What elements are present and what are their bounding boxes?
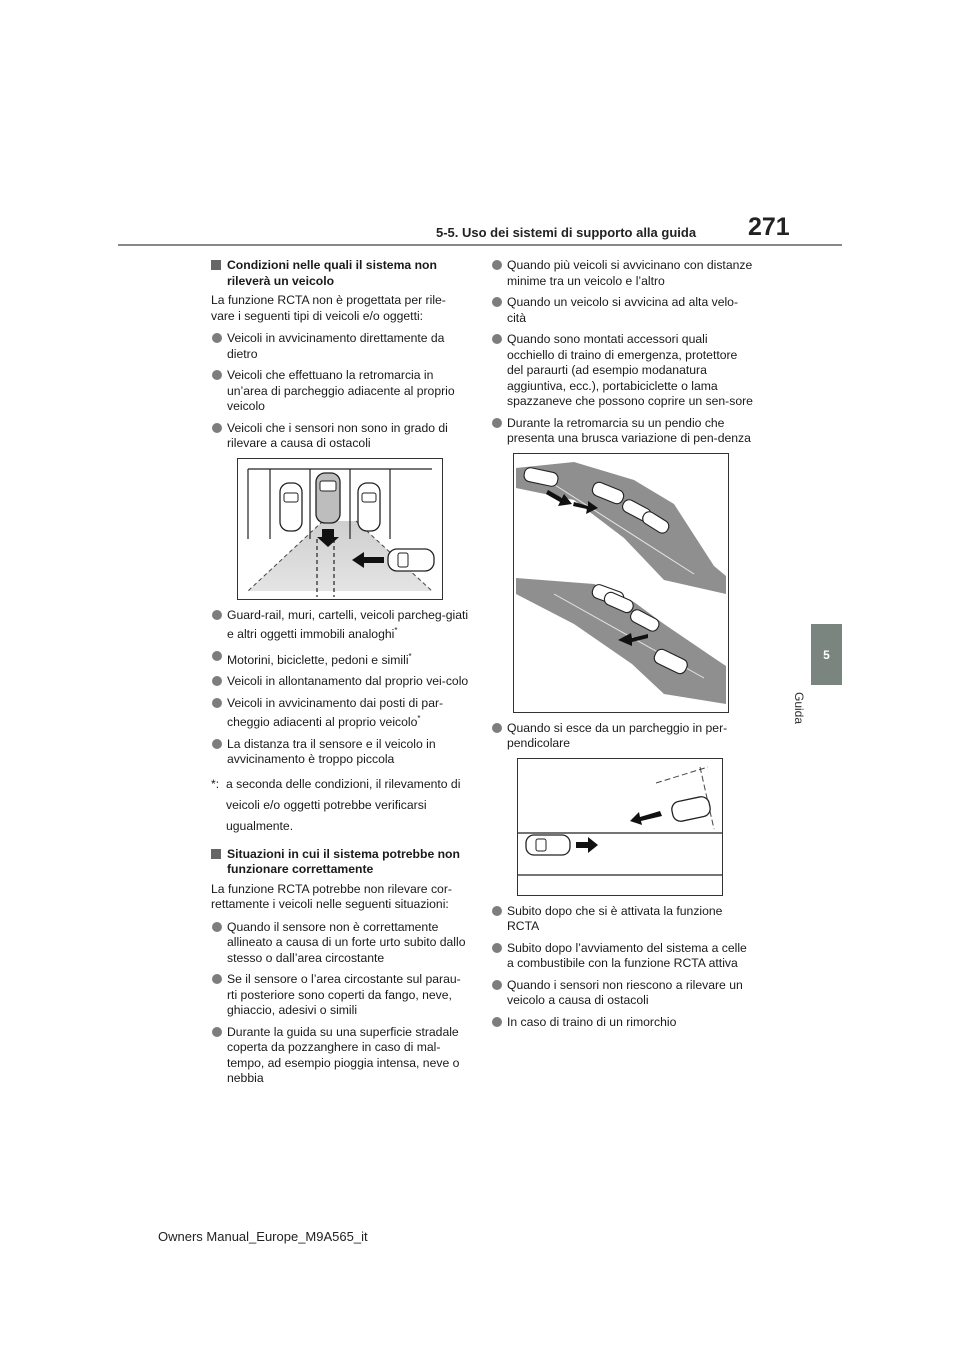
right-column [491, 258, 753, 1036]
list-item [211, 696, 469, 731]
slope-illustration [513, 453, 729, 713]
section-heading: Situazioni in cui il sistema potrebbe non funzionare correttamente [211, 847, 469, 878]
page-number: 271 [748, 213, 790, 241]
list-item: Quando il sensore non è correttamente allineato a causa di un forte urto subito dallo stesso o dall’area circostante [211, 920, 469, 967]
list-item-text: Guard-rail, muri, cartelli, veicoli parcheg-giati e altri oggetti immobili analoghi [227, 607, 469, 642]
footer-text: Owners Manual_Europe_M9A565_it [158, 1229, 368, 1244]
asterisk: * [394, 626, 398, 635]
section-title: 5-5. Uso dei sistemi di supporto alla guida [436, 225, 697, 240]
list-item: Subito dopo l’avviamento del sistema a celle a combustibile con la funzione RCTA attiva [491, 941, 753, 972]
perpendicular-parking-illustration [517, 758, 723, 896]
list-item: Veicoli che effettuano la retromarcia in un’area di parcheggio adiacente al proprio veicolo [211, 368, 469, 415]
list-item: Subito dopo che si è attivata la funzione RCTA [491, 904, 753, 935]
section-heading: Condizioni nelle quali il sistema non rileverà un veicolo [211, 258, 469, 289]
list-item: Quando i sensori non riescono a rilevare un veicolo a causa di ostacoli [491, 978, 753, 1009]
list-item: La distanza tra il sensore e il veicolo in avvicinamento è troppo piccola [211, 737, 469, 768]
chapter-number: 5 [823, 647, 830, 662]
list-item: Durante la guida su una superficie stradale coperta da pozzanghere in caso di mal-tempo, ad esempio pioggia intensa, neve o nebbia [211, 1025, 469, 1087]
parking-lot-illustration [237, 458, 443, 600]
asterisk: * [408, 651, 412, 661]
list-item [211, 649, 469, 669]
list-item: Veicoli in avvicinamento direttamente da dietro [211, 331, 469, 362]
chapter-tab [811, 624, 842, 685]
list-item: Veicoli in allontanamento dal proprio vei-colo [211, 674, 469, 690]
list-item: Quando più veicoli si avvicinano con distanze minime tra un veicolo e l’altro [491, 258, 753, 289]
chapter-label: Guida [792, 692, 806, 725]
list-item-text: Motorini, biciclette, pedoni e simili [227, 652, 409, 667]
list-item: Quando sono montati accessori quali occhiello di traino di emergenza, protettore del paraurti (ad esempio modanatura aggiuntiva, ecc.), portabiciclette o lama spazzaneve che possono coprire un sen-sore [491, 332, 753, 410]
list-item: Quando si esce da un parcheggio in per-pendicolare [491, 721, 753, 752]
asterisk: * [417, 714, 421, 724]
list-item: Se il sensore o l’area circostante sul parau-rti posteriore sono coperti da fango, neve, ghiaccio, adesivi o simili [211, 972, 469, 1019]
list-item: Durante la retromarcia su un pendio che presenta una brusca variazione di pen-denza [491, 416, 753, 447]
body-paragraph: La funzione RCTA potrebbe non rilevare cor-rettamente i veicoli nelle seguenti situazioni: [211, 881, 452, 912]
list-item: Veicoli che i sensori non sono in grado di rilevare a causa di ostacoli [211, 421, 469, 452]
left-column [211, 258, 469, 1093]
footnote-text: a seconda delle condizioni, il rilevamento di veicoli e/o oggetti potrebbe verificarsi ugualmente. [226, 776, 461, 833]
list-item [211, 608, 469, 643]
list-item-text: Veicoli in avvicinamento dai posti di par-cheggio adiacenti al proprio veicolo [227, 695, 444, 730]
header-divider [118, 244, 842, 246]
body-paragraph: La funzione RCTA non è progettata per rile-vare i seguenti tipi di veicoli e/o oggetti: [211, 293, 446, 323]
list-item: Quando un veicolo si avvicina ad alta velo-cità [491, 295, 753, 326]
footnote [211, 774, 469, 837]
list-item: In caso di traino di un rimorchio [491, 1015, 753, 1031]
footnote-mark: *: [211, 776, 220, 791]
